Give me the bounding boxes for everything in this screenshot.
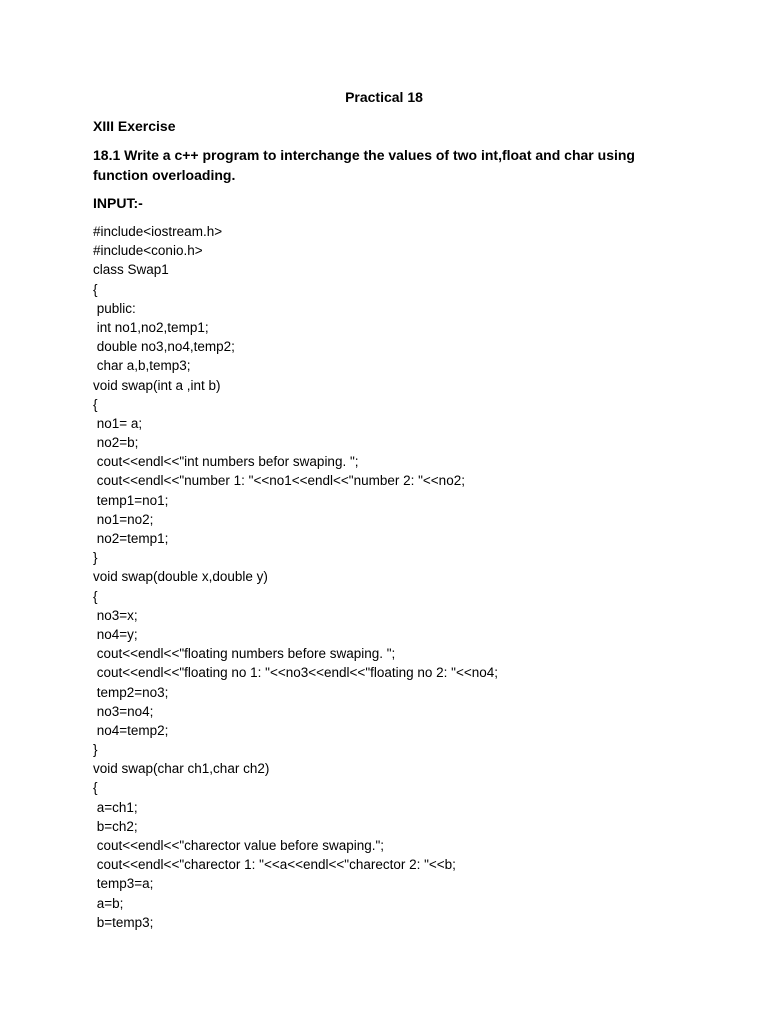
- code-line: no1=no2;: [93, 511, 154, 527]
- code-line: b=temp3;: [93, 914, 154, 930]
- code-line: no1= a;: [93, 415, 143, 431]
- code-line: no3=no4;: [93, 703, 154, 719]
- code-line: {: [93, 281, 98, 297]
- code-line: char a,b,temp3;: [93, 358, 191, 374]
- code-line: #include<iostream.h>: [93, 224, 223, 239]
- code-line: b=ch2;: [93, 818, 138, 834]
- code-line: {: [93, 396, 98, 412]
- question-text: 18.1 Write a c++ program to interchange the values of two int,float and char using function overloading.: [93, 147, 635, 183]
- code-listing: [93, 222, 498, 932]
- code-line: {: [93, 780, 98, 796]
- exercise-heading: XIII Exercise: [93, 118, 176, 134]
- page-title: Practical 18: [345, 89, 423, 105]
- code-line: cout<<endl<<"floating numbers before swaping. ";: [93, 646, 396, 662]
- code-line: void swap(int a ,int b): [93, 377, 221, 393]
- code-line: no4=y;: [93, 626, 138, 642]
- code-line: }: [93, 742, 98, 758]
- code-line: void swap(char ch1,char ch2): [93, 761, 270, 777]
- code-line: temp3=a;: [93, 876, 154, 892]
- code-line: no3=x;: [93, 607, 138, 623]
- code-line: no2=b;: [93, 435, 139, 451]
- code-line: }: [93, 550, 98, 566]
- code-line: a=ch1;: [93, 799, 138, 815]
- code-line: cout<<endl<<"charector 1: "<<a<<endl<<"charector 2: "<<b;: [93, 857, 456, 873]
- code-line: cout<<endl<<"floating no 1: "<<no3<<endl<<"floating no 2: "<<no4;: [93, 665, 499, 681]
- code-line: a=b;: [93, 895, 124, 911]
- input-label: INPUT:-: [93, 195, 143, 211]
- code-line: cout<<endl<<"int numbers befor swaping. ";: [93, 454, 359, 470]
- code-line: class Swap1: [93, 262, 169, 278]
- code-line: cout<<endl<<"number 1: "<<no1<<endl<<"number 2: "<<no2;: [93, 473, 465, 489]
- code-line: void swap(double x,double y): [93, 569, 268, 585]
- code-line: {: [93, 588, 98, 604]
- code-line: temp2=no3;: [93, 684, 169, 700]
- code-line: double no3,no4,temp2;: [93, 339, 235, 355]
- code-line: no2=temp1;: [93, 531, 169, 546]
- code-line: int no1,no2,temp1;: [93, 319, 209, 335]
- code-line: no4=temp2;: [93, 722, 169, 738]
- code-line: cout<<endl<<"charector value before swaping.";: [93, 838, 385, 853]
- code-line: #include<conio.h>: [93, 243, 203, 259]
- code-line: public:: [93, 300, 136, 316]
- code-line: temp1=no1;: [93, 492, 169, 508]
